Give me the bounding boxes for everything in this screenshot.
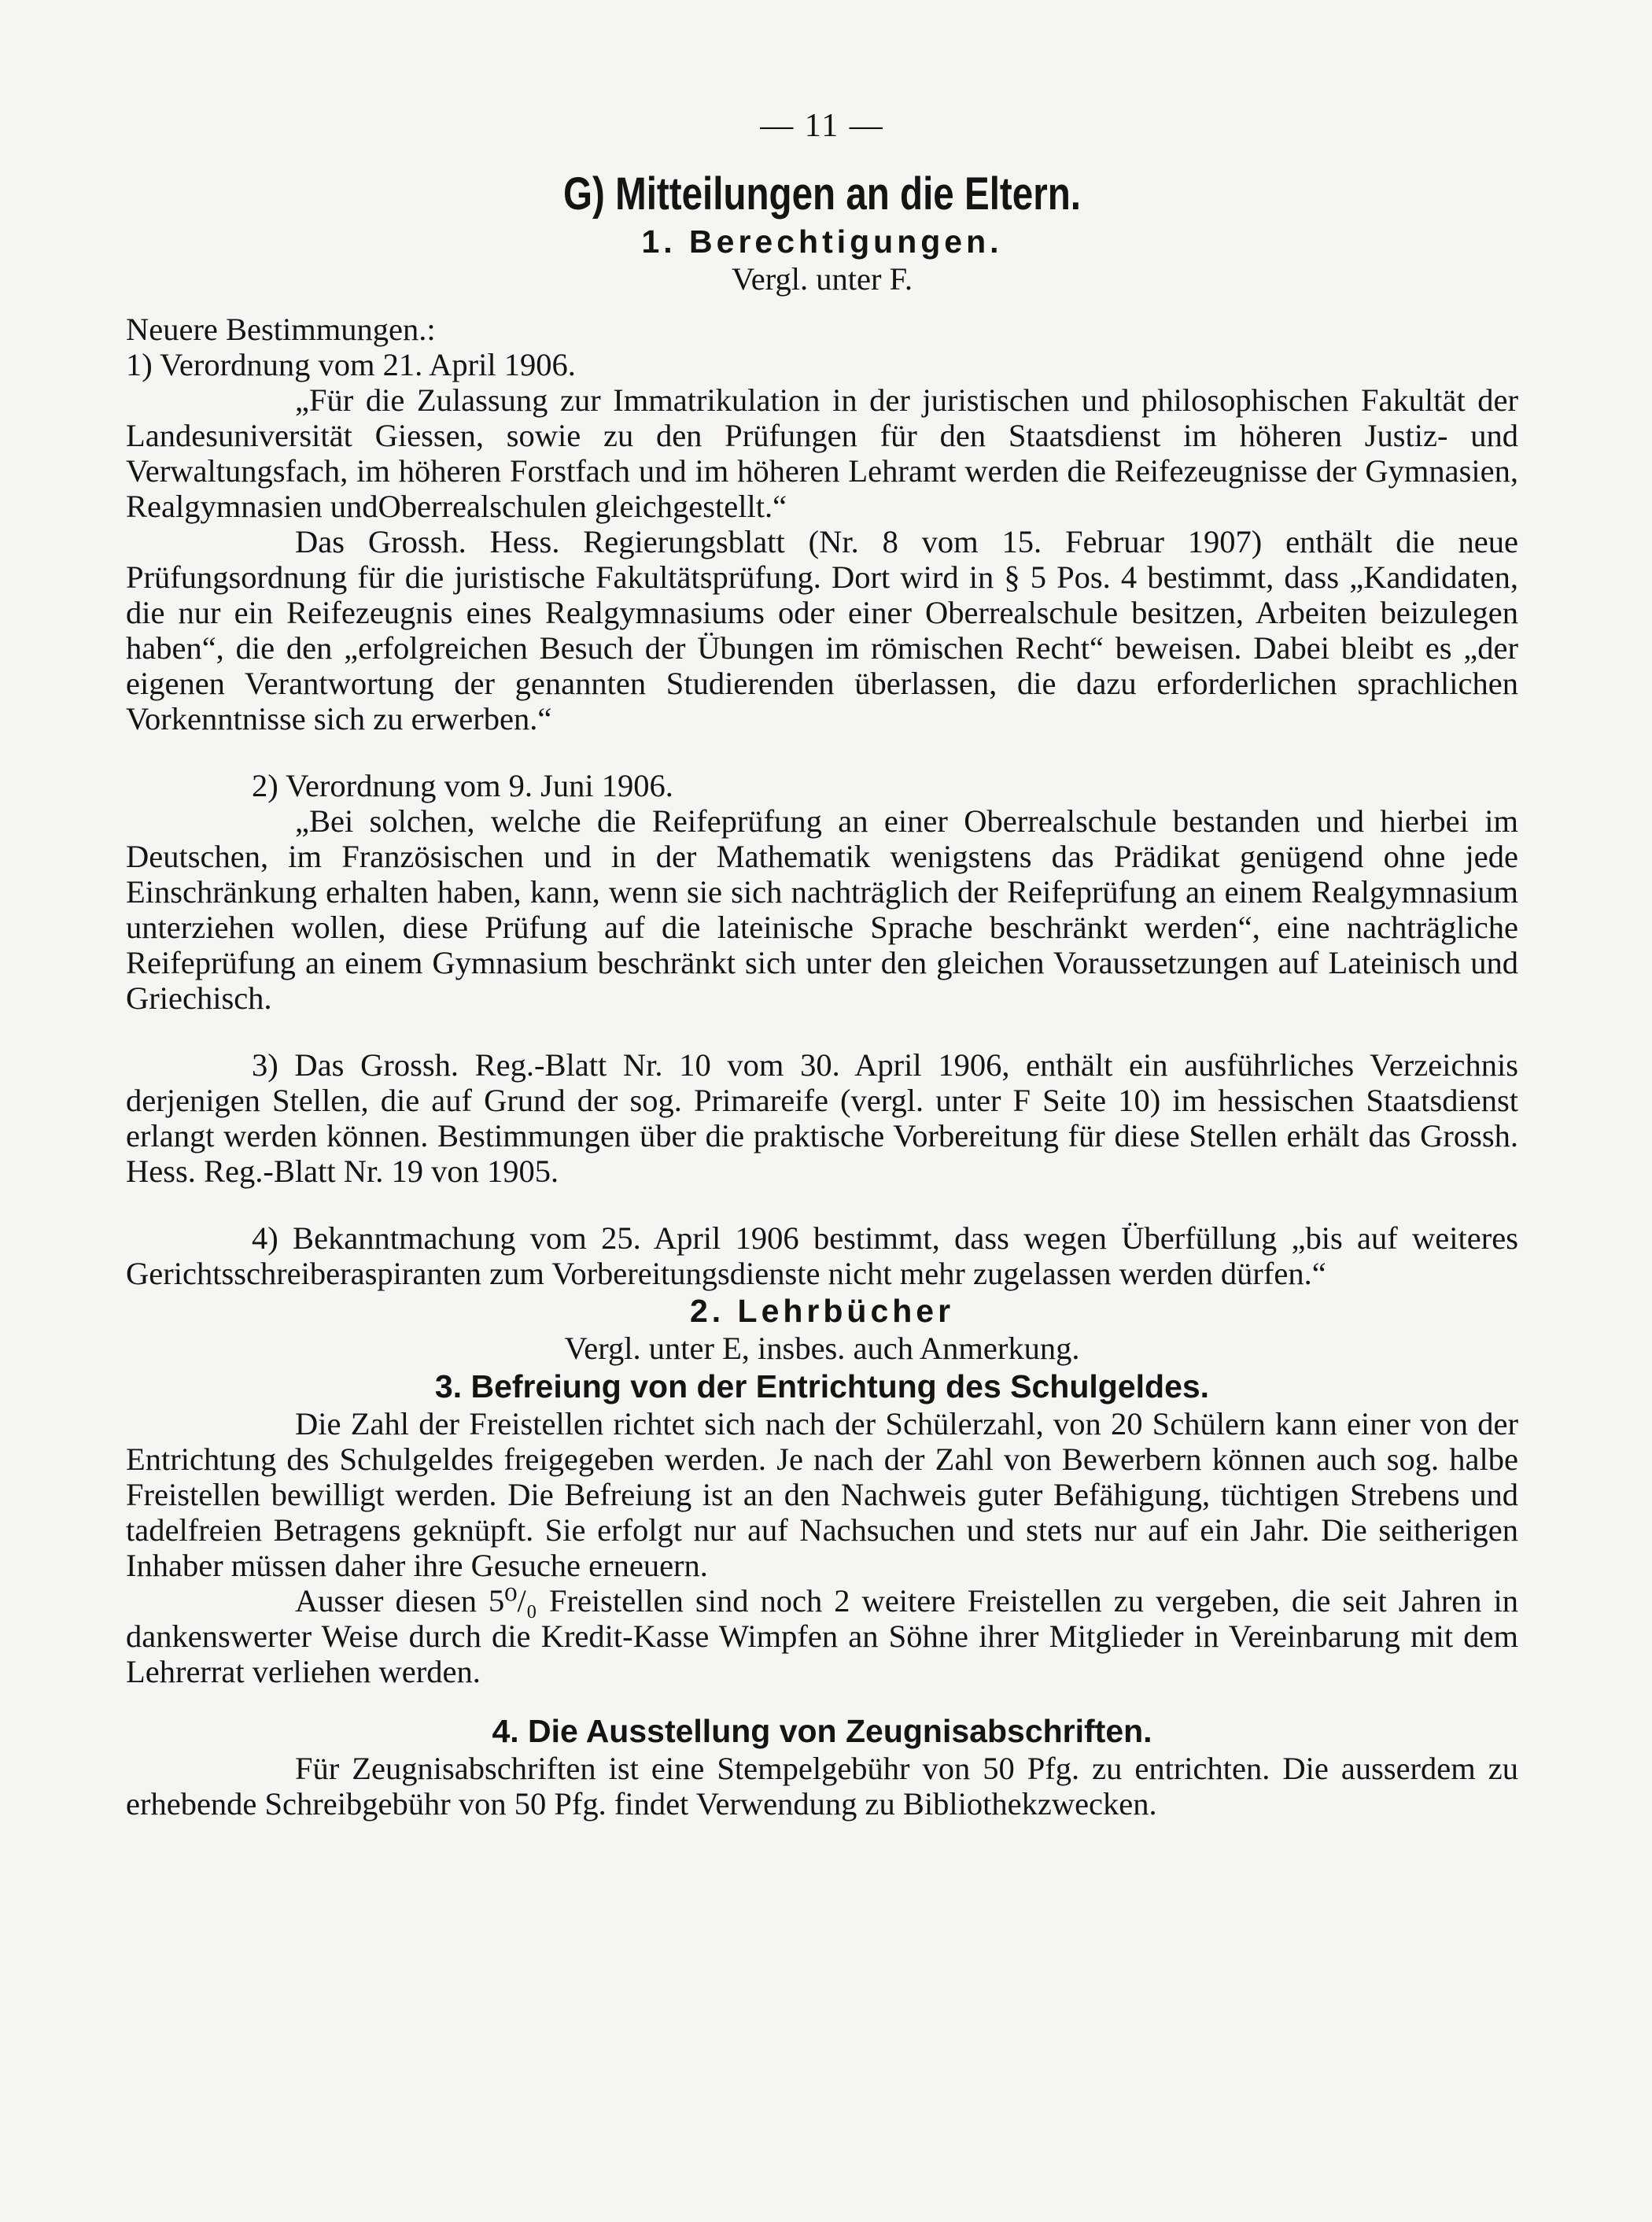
- section-reference: Vergl. unter E, insbes. auch Anmerkung.: [564, 1331, 1080, 1366]
- quote-paragraph: „Bei solchen, welche die Reifeprüfung an einer Oberrealschule bestanden und hierbei im Deutschen, im Französischen und in der Mathematik wenigstens das Prädikat genügend ohne jede Einschränkung erhalten haben, kann, wenn sie sich nachträglich der Reifeprüfung an einem Realgymnasium unterziehen wollen, diese Prüfung auf die lateinische Sprache beschränkt werden“, eine nachträgliche Reifeprüfung an einem Gymnasium beschränkt sich unter den gleichen Voraussetzungen auf Lateinisch und Griechisch.: [126, 803, 1518, 1016]
- page-title: G) Mitteilungen an die Eltern.: [563, 168, 1081, 220]
- item-heading: 2) Verordnung vom 9. Juni 1906.: [252, 768, 673, 803]
- body-paragraph: 3) Das Grossh. Reg.-Blatt Nr. 10 vom 30. April 1906, enthält ein ausführliches Verzeichnis derjenigen Stellen, die auf Grund der sog. Primareife (vergl. unter F Seite 10) im hessischen Staatsdienst erlangt werden können. Bestimmungen über die praktische Vorbereitung für diese Stellen erhält das Grossh. Hess. Reg.-Blatt Nr. 19 von 1905.: [126, 1047, 1518, 1189]
- intro-text: Neuere Bestimmungen.:: [126, 312, 436, 347]
- quote-paragraph: „Für die Zulassung zur Immatrikulation in der juristischen und philosophischen Fakultät der Landesuniversität Giessen, sowie zu den Prüfungen für den Staatsdienst im höheren Justiz- und Verwaltungsfach, im höheren Forstfach und im höheren Lehramt werden die Reifezeugnisse der Gymnasien, Realgymnasien undOberrealschulen gleichgestellt.“: [126, 382, 1518, 524]
- section-heading: 4. Die Ausstellung von Zeugnisabschriften.: [492, 1713, 1152, 1749]
- section-heading: 3. Befreiung von der Entrichtung des Schulgeldes.: [434, 1368, 1210, 1404]
- body-paragraph: 4) Bekanntmachung vom 25. April 1906 bestimmt, dass wegen Überfüllung „bis auf weiteres Gerichtsschreiberaspiranten zum Vorbereitungsdienste nicht mehr zugelassen werden dürfen.“: [126, 1220, 1518, 1291]
- item-heading: 1) Verordnung vom 21. April 1906.: [126, 347, 576, 382]
- document-page: [126, 94, 1518, 1822]
- section-berechtigungen: [126, 222, 1518, 1291]
- page-number: — 11 —: [760, 108, 884, 144]
- body-paragraph: Das Grossh. Hess. Regierungsblatt (Nr. 8 vom 15. Februar 1907) enthält die neue Prüfungsordnung für die juristische Fakultätsprüfung. Dort wird in § 5 Pos. 4 bestimmt, dass „Kandidaten, die nur ein Reifezeugnis eines Realgymnasiums oder einer Oberrealschule besitzen, Arbeiten beizulegen haben“, die den „erfolgreichen Besuch der Übungen im römischen Recht“ beweisen. Dabei bleibt es „der eigenen Verantwortung der genannten Studierenden überlassen, die dazu erforderlichen sprachlichen Vorkenntnisse sich zu erwerben.“: [126, 524, 1518, 736]
- body-paragraph: Ausser diesen 5⁰/₀ Freistellen sind noch 2 weitere Freistellen zu vergeben, die seit Jahren in dankenswerter Weise durch die Kredit-Kasse Wimpfen an Söhne ihrer Mitglieder in Vereinbarung mit dem Lehrerrat verliehen werden.: [126, 1583, 1518, 1689]
- section-heading: 2. Lehrbücher: [689, 1293, 955, 1329]
- section-lehrbuecher: [126, 1291, 1518, 1367]
- body-paragraph: Für Zeugnisabschriften ist eine Stempelgebühr von 50 Pfg. zu entrichten. Die ausserdem zu erhebende Schreibgebühr von 50 Pfg. findet Verwendung zu Bibliothekzwecken.: [126, 1751, 1518, 1822]
- body-paragraph: Die Zahl der Freistellen richtet sich nach der Schülerzahl, von 20 Schülern kann einer von der Entrichtung des Schulgeldes freigegeben werden. Je nach der Zahl von Bewerbern können auch sog. halbe Freistellen bewilligt werden. Die Befreiung ist an den Nachweis guter Befähigung, tüchtigen Strebens und tadelfreien Betragens geknüpft. Sie erfolgt nur auf Nachsuchen und stets nur auf ein Jahr. Die seitherigen Inhaber müssen daher ihre Gesuche erneuern.: [126, 1406, 1518, 1583]
- section-zeugnisabschriften: [126, 1711, 1518, 1822]
- section-befreiung: [126, 1367, 1518, 1689]
- section-reference: Vergl. unter F.: [732, 261, 913, 297]
- section-heading: 1. Berechtigungen.: [641, 223, 1003, 260]
